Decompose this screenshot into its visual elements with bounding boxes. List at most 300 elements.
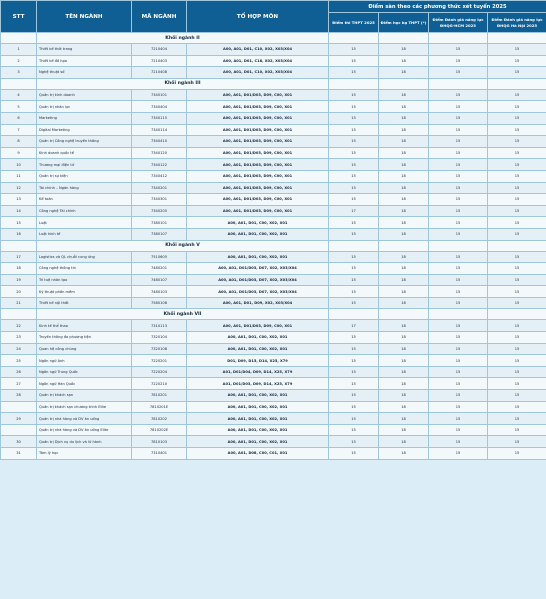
row-score: 15 [488,159,546,171]
table-row [1,147,546,159]
group-empty-cell [379,240,429,251]
row-score: 15 [429,217,488,229]
row-score: 18 [379,332,429,344]
row-score: 15 [429,55,488,67]
row-name: Ngôn ngữ Trung Quốc [37,366,132,378]
row-score: 15 [488,390,546,402]
table-row [1,413,546,425]
row-score: 18 [379,413,429,425]
table-row [1,286,546,298]
row-score: 15 [429,263,488,275]
row-name: Ngôn ngữ Anh [37,355,132,367]
row-stt: 24 [1,343,37,355]
row-code: 7480201 [132,263,187,275]
row-stt: 21 [1,297,37,309]
row-score: 15 [429,159,488,171]
row-combo: A00, A01, D01/D03, D09, C00, X01 [187,320,329,332]
row-combo: A00, A01, D01/D03, D07, X02, X03/X04 [187,286,329,298]
row-name: Nghệ thuật số [37,67,132,79]
row-combo: A00, A01, D01/D03, D09, C00, X01 [187,124,329,136]
group-empty-cell [329,240,379,251]
row-stt: 18 [1,263,37,275]
row-score: 18 [379,448,429,460]
row-score: 15 [488,436,546,448]
row-stt: 7 [1,124,37,136]
row-name: Ngôn ngữ Hàn Quốc [37,378,132,390]
row-stt: 22 [1,320,37,332]
row-score: 18 [379,205,429,217]
row-score: 15 [488,101,546,113]
row-score: 15 [488,136,546,148]
table-row [1,67,546,79]
row-score: 18 [379,366,429,378]
row-code: 7320104 [132,332,187,344]
row-score: 18 [379,89,429,101]
row-stt [1,401,37,413]
row-stt: 26 [1,366,37,378]
row-combo: A01, D01/D03, D09, D14, X25, X79 [187,378,329,390]
row-combo: A00, A01, D01, C00, X02, X01 [187,251,329,263]
table-row [1,401,546,413]
row-score: 17 [329,205,379,217]
row-score: 15 [429,67,488,79]
row-score: 15 [329,44,379,56]
row-name: Quản trị nhân lực [37,101,132,113]
row-combo: A00, A01, D01/D03, D09, C00, X01 [187,112,329,124]
row-score: 15 [329,332,379,344]
row-combo: A00, A01, D01, C00, X02, X01 [187,401,329,413]
row-score: 18 [379,44,429,56]
row-stt [1,424,37,436]
header-dgnl-hcm: Điểm Đánh giá năng lực ĐHQG-HCM 2025 [429,13,488,33]
table-row [1,263,546,275]
row-score: 18 [379,436,429,448]
row-name: Tài chính – Ngân hàng [37,182,132,194]
row-stt: 5 [1,101,37,113]
row-code: 7210404 [132,44,187,56]
row-score: 15 [429,355,488,367]
table-row [1,320,546,332]
row-code: 7380101 [132,217,187,229]
row-score: 15 [488,194,546,206]
row-combo: A00, A01, D01, C00, X02, X01 [187,413,329,425]
row-name: Thiết kế đồ họa [37,55,132,67]
row-score: 15 [488,378,546,390]
row-score: 15 [488,44,546,56]
row-score: 18 [379,112,429,124]
table-row [1,170,546,182]
row-code: 7510605 [132,251,187,263]
row-stt: 28 [1,390,37,402]
row-code: 7340120 [132,147,187,159]
row-score: 15 [329,401,379,413]
row-score: 15 [429,343,488,355]
group-empty-cell [379,78,429,89]
group-empty-cell [429,33,488,44]
row-score: 15 [329,147,379,159]
row-score: 18 [379,101,429,113]
row-score: 15 [429,436,488,448]
header-diem-san: Điểm sàn theo các phương thức xét tuyển 2025 [329,1,546,13]
row-stt: 16 [1,228,37,240]
row-score: 15 [488,170,546,182]
row-name: Logistics và QL chuỗi cung ứng [37,251,132,263]
row-name: Quản trị khách sạn chương trình Elite [37,401,132,413]
table-row [1,159,546,171]
row-code: 7340201 [132,182,187,194]
row-score: 18 [379,55,429,67]
row-code: 7340404 [132,101,187,113]
row-combo: A00, A01, D01/D03, D09, C00, X01 [187,101,329,113]
header-ma-nganh: MÃ NGÀNH [132,1,187,33]
row-code: 7580108 [132,297,187,309]
row-score: 15 [488,355,546,367]
row-stt: 15 [1,217,37,229]
row-combo: A00, A01, D08, C00, C01, X01 [187,448,329,460]
row-score: 15 [429,124,488,136]
row-code: 7220201 [132,355,187,367]
row-score: 15 [488,67,546,79]
row-score: 15 [329,159,379,171]
row-code: 7320108 [132,343,187,355]
row-combo: A00, A01, D01, C00, X02, X01 [187,343,329,355]
row-combo: A00, A01, D01/D03, D07, X02, X03/X04 [187,274,329,286]
row-score: 15 [329,390,379,402]
row-score: 15 [429,424,488,436]
row-score: 15 [488,228,546,240]
row-score: 15 [329,228,379,240]
row-score: 15 [429,251,488,263]
table-row [1,355,546,367]
row-score: 18 [379,124,429,136]
row-score: 15 [488,263,546,275]
header-dgnl-hn: Điểm Đánh giá năng lực ĐHQG Hà Nội 2025 [488,13,546,33]
table-row [1,436,546,448]
row-score: 15 [329,263,379,275]
row-code: 7810103 [132,436,187,448]
group-row [1,33,546,44]
row-name: Quản trị Công nghệ truyền thông [37,136,132,148]
row-score: 15 [488,89,546,101]
row-score: 15 [488,320,546,332]
row-score: 15 [429,413,488,425]
row-stt: 30 [1,436,37,448]
row-score: 15 [488,205,546,217]
table-row [1,55,546,67]
group-empty-cell [488,33,546,44]
row-score: 15 [429,205,488,217]
row-combo: A00, A01, D01/D03, D09, C00, X01 [187,194,329,206]
row-name: Kinh doanh quốc tế [37,147,132,159]
row-score: 15 [488,424,546,436]
row-score: 18 [379,228,429,240]
group-row [1,78,546,89]
row-score: 15 [429,44,488,56]
row-stt: 4 [1,89,37,101]
row-score: 15 [429,170,488,182]
table-row [1,274,546,286]
row-name: Quản trị Dịch vụ du lịch và lữ hành [37,436,132,448]
group-empty-cell [429,240,488,251]
row-name: Quản trị kinh doanh [37,89,132,101]
row-score: 15 [488,413,546,425]
row-score: 15 [329,217,379,229]
row-stt: 2 [1,55,37,67]
row-score: 15 [329,448,379,460]
row-stt: 13 [1,194,37,206]
row-score: 15 [429,147,488,159]
row-score: 15 [488,401,546,413]
row-code: 7340101 [132,89,187,101]
table-row [1,89,546,101]
table-body [1,33,546,460]
row-name: Thương mại điện tử [37,159,132,171]
group-empty-cell [1,78,37,89]
row-score: 18 [379,355,429,367]
row-score: 15 [329,251,379,263]
group-empty-cell [488,78,546,89]
row-code: 7380107 [132,228,187,240]
row-score: 15 [429,274,488,286]
row-score: 15 [488,286,546,298]
row-stt: 12 [1,182,37,194]
table-row [1,297,546,309]
row-name: Kinh tế thể thao [37,320,132,332]
row-code: 7810202 [132,413,187,425]
table-row [1,390,546,402]
group-title: Khối ngành II [37,33,329,44]
row-code: 7340205 [132,205,187,217]
row-code: 7340412 [132,170,187,182]
row-name: Quản trị nhà hàng và DV ăn uống Elite [37,424,132,436]
row-score: 18 [379,424,429,436]
table-row [1,332,546,344]
row-name: Luật [37,217,132,229]
row-score: 18 [379,263,429,275]
group-empty-cell [379,33,429,44]
row-score: 18 [379,274,429,286]
row-score: 18 [379,67,429,79]
header-to-hop-mon: TỔ HỢP MÔN [187,1,329,33]
row-stt: 27 [1,378,37,390]
row-code: 7480103 [132,286,187,298]
row-combo: D01, D09, D15, D14, X25, X79 [187,355,329,367]
row-name: Tâm lý học [37,448,132,460]
row-code: 7340115 [132,112,187,124]
row-score: 15 [429,297,488,309]
table-row [1,217,546,229]
row-stt: 8 [1,136,37,148]
group-empty-cell [429,78,488,89]
row-code: 7810201 [132,390,187,402]
row-score: 18 [379,378,429,390]
row-code: 7210408 [132,67,187,79]
group-empty-cell [1,240,37,251]
row-score: 15 [429,366,488,378]
header-hoc-ba: Điểm học bạ THPT (*) [379,13,429,33]
row-score: 15 [429,378,488,390]
row-code: 7480107 [132,274,187,286]
row-score: 15 [429,112,488,124]
row-name: Luật kinh tế [37,228,132,240]
row-score: 15 [488,343,546,355]
row-combo: A00, A01, D01/D03, D07, X02, X03/X04 [187,263,329,275]
group-title: Khối ngành V [37,240,329,251]
row-score: 15 [329,89,379,101]
row-code: 7210403 [132,55,187,67]
row-combo: A00, A01, D01, C00, X02, X01 [187,332,329,344]
table-row [1,366,546,378]
row-combo: A00, A01, D01/D03, D09, C00, X01 [187,205,329,217]
row-score: 15 [329,101,379,113]
group-row [1,240,546,251]
row-score: 15 [429,390,488,402]
row-score: 18 [379,401,429,413]
row-combo: A00, A01, D01/D03, D09, C00, X01 [187,89,329,101]
row-score: 15 [488,251,546,263]
row-stt: 6 [1,112,37,124]
group-empty-cell [379,309,429,320]
row-score: 15 [488,274,546,286]
table-row [1,194,546,206]
row-score: 18 [379,159,429,171]
row-score: 15 [488,147,546,159]
row-name: Quản trị nhà hàng và DV ăn uống [37,413,132,425]
row-score: 15 [329,170,379,182]
table-row [1,124,546,136]
row-stt: 25 [1,355,37,367]
row-score: 15 [488,55,546,67]
row-score: 15 [488,297,546,309]
row-score: 15 [429,401,488,413]
row-combo: A00, A01, D01/D03, D09, C00, X01 [187,182,329,194]
row-score: 15 [488,182,546,194]
group-row [1,309,546,320]
row-stt: 14 [1,205,37,217]
row-score: 15 [329,436,379,448]
row-score: 15 [329,366,379,378]
row-score: 15 [488,332,546,344]
row-score: 15 [329,194,379,206]
row-stt: 11 [1,170,37,182]
table-row [1,378,546,390]
row-score: 15 [329,274,379,286]
row-stt: 1 [1,44,37,56]
row-name: Quan hệ công chúng [37,343,132,355]
table-row [1,228,546,240]
row-score: 15 [429,182,488,194]
row-score: 17 [329,320,379,332]
row-stt: 9 [1,147,37,159]
row-combo: A00, A01, D01/D03, D09, C00, X01 [187,159,329,171]
row-score: 18 [379,170,429,182]
row-combo: A00, A01, D01, C18, X02, X03/X04 [187,55,329,67]
row-stt: 31 [1,448,37,460]
row-stt: 10 [1,159,37,171]
row-score: 15 [429,448,488,460]
row-score: 15 [429,332,488,344]
row-combo: A00, A01, D01/D03, D09, C00, X01 [187,170,329,182]
row-score: 15 [329,182,379,194]
row-score: 18 [379,251,429,263]
group-empty-cell [329,309,379,320]
row-stt: 17 [1,251,37,263]
row-combo: A00, A01, D01/D03, D09, C00, X01 [187,147,329,159]
row-score: 15 [429,286,488,298]
row-score: 18 [379,343,429,355]
row-combo: A00, A01, D01, C10, X02, X03/X04 [187,67,329,79]
header-stt: STT [1,1,37,33]
row-name: Công nghệ thông tin [37,263,132,275]
table-row [1,182,546,194]
row-score: 15 [488,217,546,229]
group-title: Khối ngành VII [37,309,329,320]
row-code: 7340122 [132,159,187,171]
row-name: Công nghệ Tài chính [37,205,132,217]
row-score: 15 [488,124,546,136]
group-empty-cell [429,309,488,320]
row-score: 15 [329,297,379,309]
row-score: 18 [379,147,429,159]
row-score: 15 [429,136,488,148]
row-stt: 19 [1,274,37,286]
group-empty-cell [1,309,37,320]
group-empty-cell [329,33,379,44]
row-name: Trí tuệ nhân tạo [37,274,132,286]
row-score: 18 [379,182,429,194]
row-score: 15 [329,343,379,355]
row-score: 15 [429,89,488,101]
group-empty-cell [329,78,379,89]
header-thpt: Điểm thi THPT 2025 [329,13,379,33]
row-score: 18 [379,390,429,402]
row-name: Quản trị sự kiện [37,170,132,182]
row-code: 7310113 [132,320,187,332]
group-title: Khối ngành III [37,78,329,89]
row-score: 15 [488,366,546,378]
row-code: 7810202E [132,424,187,436]
row-name: Kế toán [37,194,132,206]
row-score: 15 [329,378,379,390]
row-score: 18 [379,194,429,206]
row-score: 15 [329,413,379,425]
row-combo: A00, A01, D01, C00, X02, X01 [187,217,329,229]
group-empty-cell [488,240,546,251]
row-score: 15 [329,112,379,124]
row-score: 15 [329,355,379,367]
row-score: 15 [329,55,379,67]
row-score: 15 [329,286,379,298]
row-score: 18 [379,286,429,298]
row-code: 7340301 [132,194,187,206]
row-score: 15 [329,136,379,148]
group-empty-cell [1,33,37,44]
table-row [1,205,546,217]
row-name: Quản trị khách sạn [37,390,132,402]
row-code: 7340114 [132,124,187,136]
row-score: 15 [329,424,379,436]
row-score: 15 [488,448,546,460]
row-code: 7810201E [132,401,187,413]
row-score: 18 [379,136,429,148]
row-combo: A01, D01/D04, D09, D14, X25, X79 [187,366,329,378]
row-name: Truyền thông đa phương tiện [37,332,132,344]
row-combo: A00, A01, D01, C00, X02, X01 [187,424,329,436]
row-name: Marketing [37,112,132,124]
row-code: 7310401 [132,448,187,460]
row-code: 7220210 [132,378,187,390]
row-combo: A00, A01, D01, D09, X02, X03/X04 [187,297,329,309]
